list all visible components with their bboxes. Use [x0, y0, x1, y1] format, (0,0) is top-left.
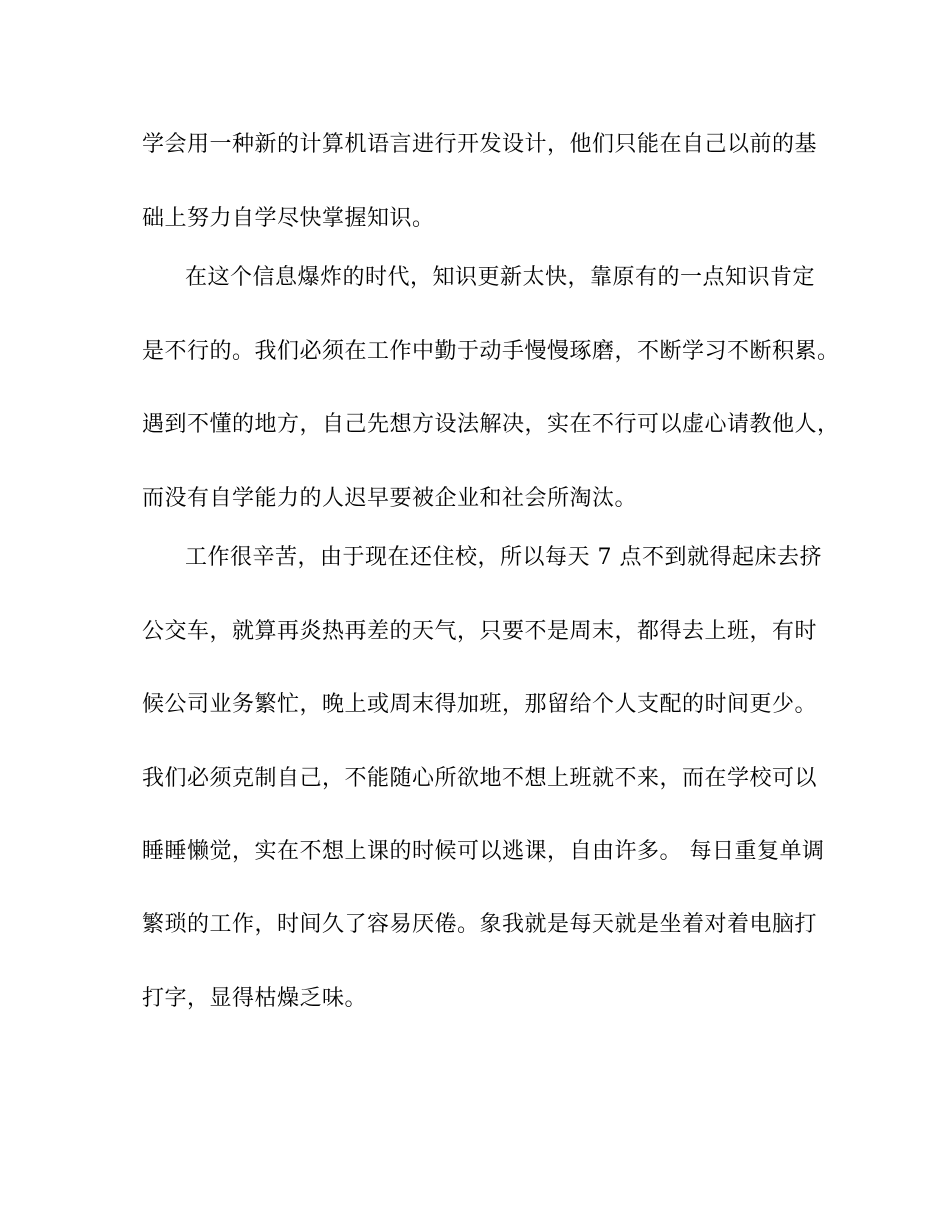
paragraph-line: 遇到不懂的地方，自己先想方设法解决，实在不行可以虚心请教他人， — [142, 412, 840, 437]
paragraph-line: 打字，显得枯燥乏味。 — [142, 986, 368, 1011]
paragraph-line: 睡睡懒觉，实在不想上课的时候可以逃课，自由许多。 每日重复单调 — [142, 839, 825, 864]
paragraph-line: 工作很辛苦，由于现在还住校，所以每天 7 点不到就得起床去挤 — [185, 545, 822, 570]
paragraph-line: 是不行的。我们必须在工作中勤于动手慢慢琢磨，不断学习不断积累。 — [142, 339, 840, 364]
paragraph-line: 繁琐的工作，时间久了容易厌倦。象我就是每天就是坐着对着电脑打 — [142, 912, 818, 937]
paragraph-line: 候公司业务繁忙，晚上或周末得加班，那留给个人支配的时间更少。 — [142, 692, 818, 717]
paragraph-line: 在这个信息爆炸的时代，知识更新太快，靠原有的一点知识肯定 — [185, 265, 816, 290]
paragraph-line: 我们必须克制自己，不能随心所欲地不想上班就不来，而在学校可以 — [142, 766, 818, 791]
paragraph-line: 公交车，就算再炎热再差的天气，只要不是周末，都得去上班，有时 — [142, 619, 818, 644]
paragraph-line: 础上努力自学尽快掌握知识。 — [142, 206, 435, 231]
paragraph-line: 而没有自学能力的人迟早要被企业和社会所淘汰。 — [142, 486, 638, 511]
paragraph-line: 学会用一种新的计算机语言进行开发设计，他们只能在自己以前的基 — [142, 132, 818, 157]
